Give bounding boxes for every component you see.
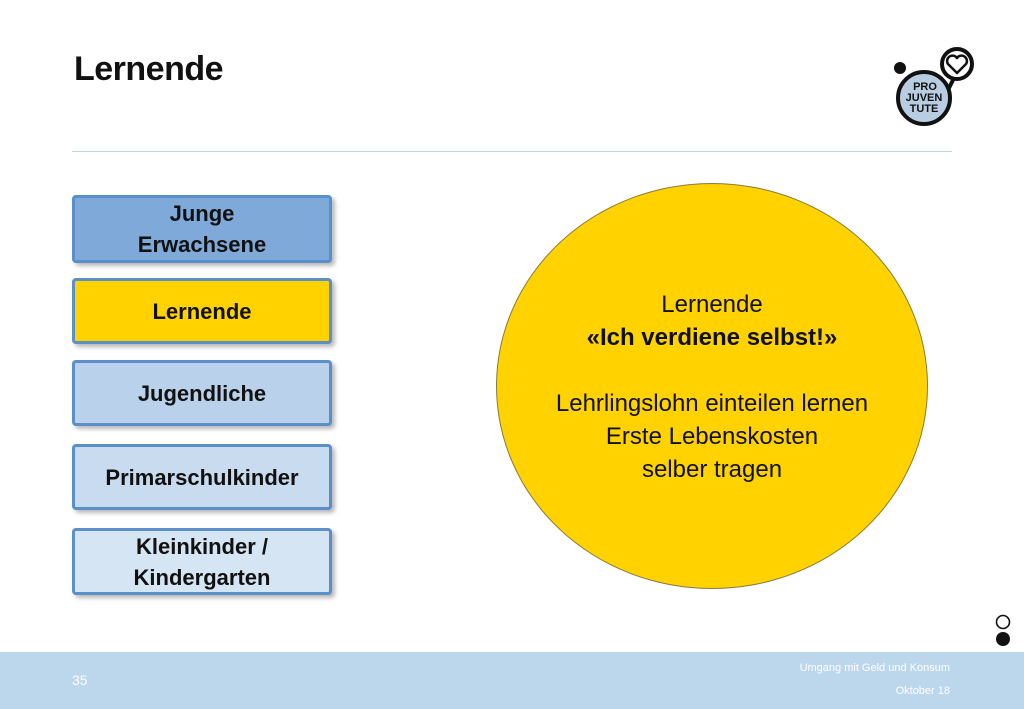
circle-heading: Lernende [661, 291, 763, 318]
decorative-dots [993, 613, 1013, 653]
page-number: 35 [72, 672, 88, 688]
pro-juventute-logo [886, 46, 982, 132]
stage-label: Kindergarten [133, 564, 271, 590]
circle-motto: «Ich verdiene selbst!» [586, 324, 838, 351]
footer-topic: Umgang mit Geld und Konsum [799, 662, 950, 674]
stage-label: Junge [169, 201, 235, 226]
stage-primarschulkinder [72, 444, 332, 510]
slide-title: Lernende [74, 50, 224, 88]
stage-junge-erwachsene [72, 195, 332, 263]
stage-lernende [72, 278, 332, 344]
svg-text:PRO: PRO [913, 81, 937, 93]
footer-date: Oktober 18 [895, 685, 950, 697]
stage-jugendliche [72, 360, 332, 426]
svg-text:TUTE: TUTE [909, 103, 939, 115]
title-divider [72, 151, 952, 152]
stage-label: Lernende [152, 298, 252, 324]
footer-bar [0, 652, 1024, 709]
svg-text:JUVEN: JUVEN [905, 92, 943, 104]
circle-line: selber tragen [641, 456, 783, 483]
stage-label: Erwachsene [137, 232, 267, 257]
circle-line: Erste Lebenskosten [605, 423, 819, 450]
focus-circle-text [496, 288, 928, 486]
circle-line: Lehrlingslohn einteilen lernen [555, 390, 869, 417]
stage-label: Primarschulkinder [105, 464, 299, 490]
stage-label: Jugendliche [137, 380, 267, 406]
stage-kleinkinder [72, 528, 332, 595]
stage-label: Kleinkinder / [135, 533, 269, 559]
